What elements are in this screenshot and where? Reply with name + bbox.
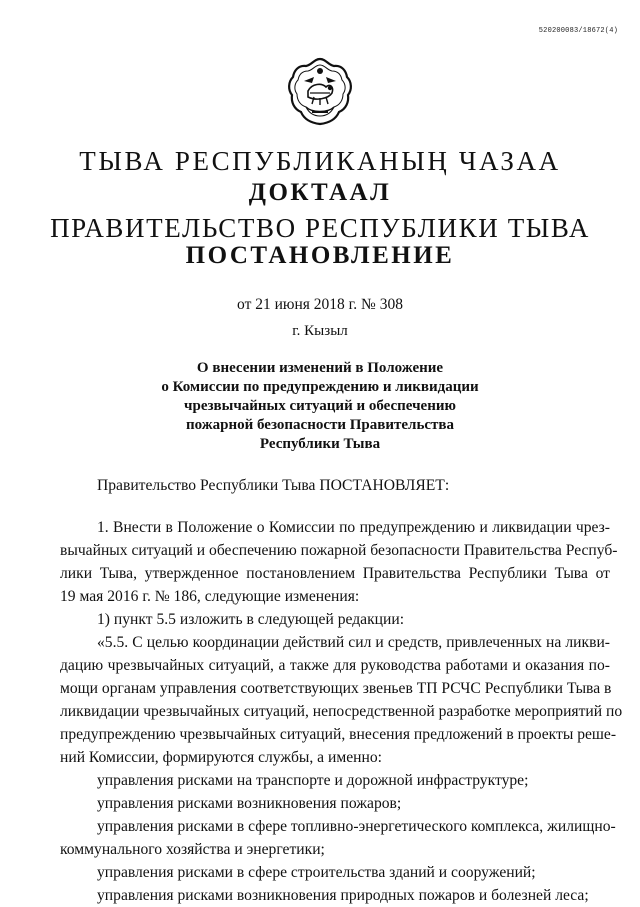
body-line: управления рисками возникновения природных пожаров и болезней леса; [97,887,589,904]
body-line: ликвидации чрезвычайных ситуаций, непосредственной разработке мероприятий по [60,703,623,720]
decree-statement: Правительство Республики Тыва ПОСТАНОВЛЯЕТ: [97,477,450,494]
body-line: мощи органам управления соответствующих звеньев ТП РСЧС Республики Тыва в [60,680,612,697]
header-tuvan-decree: ДОКТААЛ [248,179,392,206]
body-line: управления рисками в сфере строительства зданий и сооружений; [97,864,536,881]
body-line: управления рисками на транспорте и дорожной инфраструктуре; [97,772,529,789]
body-line: 1. Внести в Положение о Комиссии по предупреждению и ликвидации чрез- [97,519,610,536]
body-line: лики Тыва, утвержденное постановлением Правительства Республики Тыва от [60,565,610,582]
header-russian-government: ПРАВИТЕЛЬСТВО РЕСПУБЛИКИ ТЫВА [50,213,590,243]
body-line: дацию чрезвычайных ситуаций, а также для руководства работами и оказания по- [60,657,610,674]
body-line: «5.5. С целью координации действий сил и средств, привлеченных на ликви- [97,634,610,651]
title-line: о Комиссии по предупреждению и ликвидации [161,379,479,395]
body-line: управления рисками в сфере топливно-энергетического комплекса, жилищно- [97,818,616,835]
body-line: коммунального хозяйства и энергетики; [60,841,325,858]
body-line: 1) пункт 5.5 изложить в следующей редакции: [97,611,405,628]
tuva-coat-of-arms-icon [286,57,354,129]
header-tuvan-government: ТЫВА РЕСПУБЛИКАНЫҢ ЧАЗАА [79,146,561,176]
body-line: предупреждению чрезвычайных ситуаций, внесения предложений в проекты реше- [60,726,617,743]
title-line: пожарной безопасности Правительства [185,417,455,433]
title-line: Республики Тыва [259,436,381,452]
body-line: управления рисками возникновения пожаров; [97,795,402,812]
body-line: вычайных ситуаций и обеспечению пожарной безопасности Правительства Респуб- [60,542,618,559]
body-line: 19 мая 2016 г. № 186, следующие изменения: [60,588,360,605]
header-russian-decree: ПОСТАНОВЛЕНИЕ [185,242,455,269]
registration-number: 520200083/18672(4) [538,27,618,35]
document-city: г. Кызыл [292,323,348,339]
document-date-number: от 21 июня 2018 г. № 308 [237,296,403,313]
title-line: чрезвычайных ситуаций и обеспечению [184,398,456,414]
document-title [0,359,640,454]
title-line: О внесении изменений в Положение [196,360,444,376]
document-body [60,516,623,907]
body-line: ний Комиссии, формируются службы, а именно: [60,749,382,766]
